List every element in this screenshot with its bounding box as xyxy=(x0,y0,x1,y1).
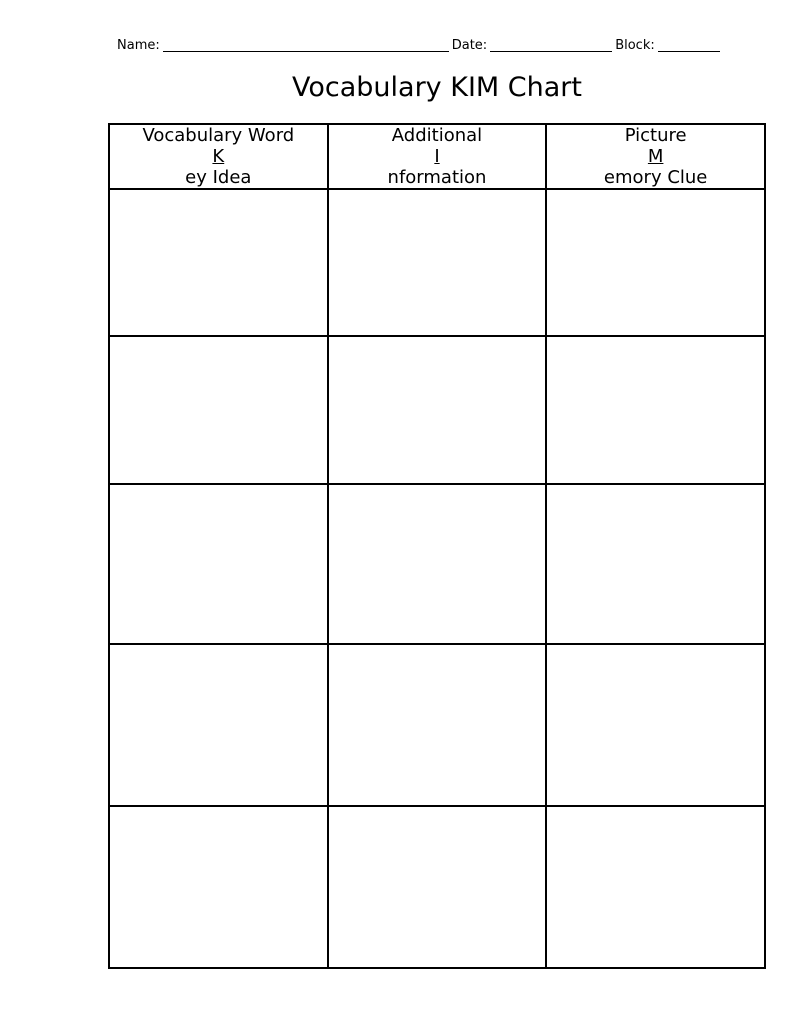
key-letter: K xyxy=(212,146,225,167)
kim-chart-table xyxy=(108,123,766,969)
table-row xyxy=(109,484,765,644)
table-cell[interactable] xyxy=(546,644,765,806)
table-cell[interactable] xyxy=(109,484,328,644)
key-rest: emory Clue xyxy=(603,167,708,188)
name-blank[interactable] xyxy=(163,37,449,52)
table-cell[interactable] xyxy=(109,336,328,484)
date-blank[interactable] xyxy=(490,37,612,52)
name-label: Name: xyxy=(117,38,160,53)
column-header-line2 xyxy=(547,146,764,188)
key-letter: I xyxy=(434,146,440,167)
table-cell[interactable] xyxy=(328,484,547,644)
block-label: Block: xyxy=(615,38,655,53)
table-cell[interactable] xyxy=(546,336,765,484)
key-letter: M xyxy=(647,146,664,167)
column-header-key-idea xyxy=(109,124,328,189)
table-cell[interactable] xyxy=(109,806,328,968)
date-label: Date: xyxy=(451,38,488,53)
student-info-line xyxy=(117,32,765,54)
column-header-line2 xyxy=(329,146,546,188)
table-cell[interactable] xyxy=(546,189,765,336)
column-header-line1: Vocabulary Word xyxy=(142,125,295,146)
table-cell[interactable] xyxy=(546,806,765,968)
table-row xyxy=(109,189,765,336)
column-header-memory-clue xyxy=(546,124,765,189)
column-header-additional-information xyxy=(328,124,547,189)
table-cell[interactable] xyxy=(546,484,765,644)
column-header-line1: Additional xyxy=(391,125,483,146)
table-row xyxy=(109,806,765,968)
table-row xyxy=(109,336,765,484)
table-row xyxy=(109,644,765,806)
column-header-line2 xyxy=(110,146,327,188)
table-cell[interactable] xyxy=(328,336,547,484)
block-blank[interactable] xyxy=(658,37,720,52)
page-title: Vocabulary KIM Chart xyxy=(292,72,582,103)
table-header-row xyxy=(109,124,765,189)
table-cell[interactable] xyxy=(328,644,547,806)
table-cell[interactable] xyxy=(109,644,328,806)
table-cell[interactable] xyxy=(328,806,547,968)
key-rest: nformation xyxy=(387,167,487,188)
table-cell[interactable] xyxy=(109,189,328,336)
table-cell[interactable] xyxy=(328,189,547,336)
column-header-line1: Picture xyxy=(624,125,687,146)
key-rest: ey Idea xyxy=(185,167,252,188)
